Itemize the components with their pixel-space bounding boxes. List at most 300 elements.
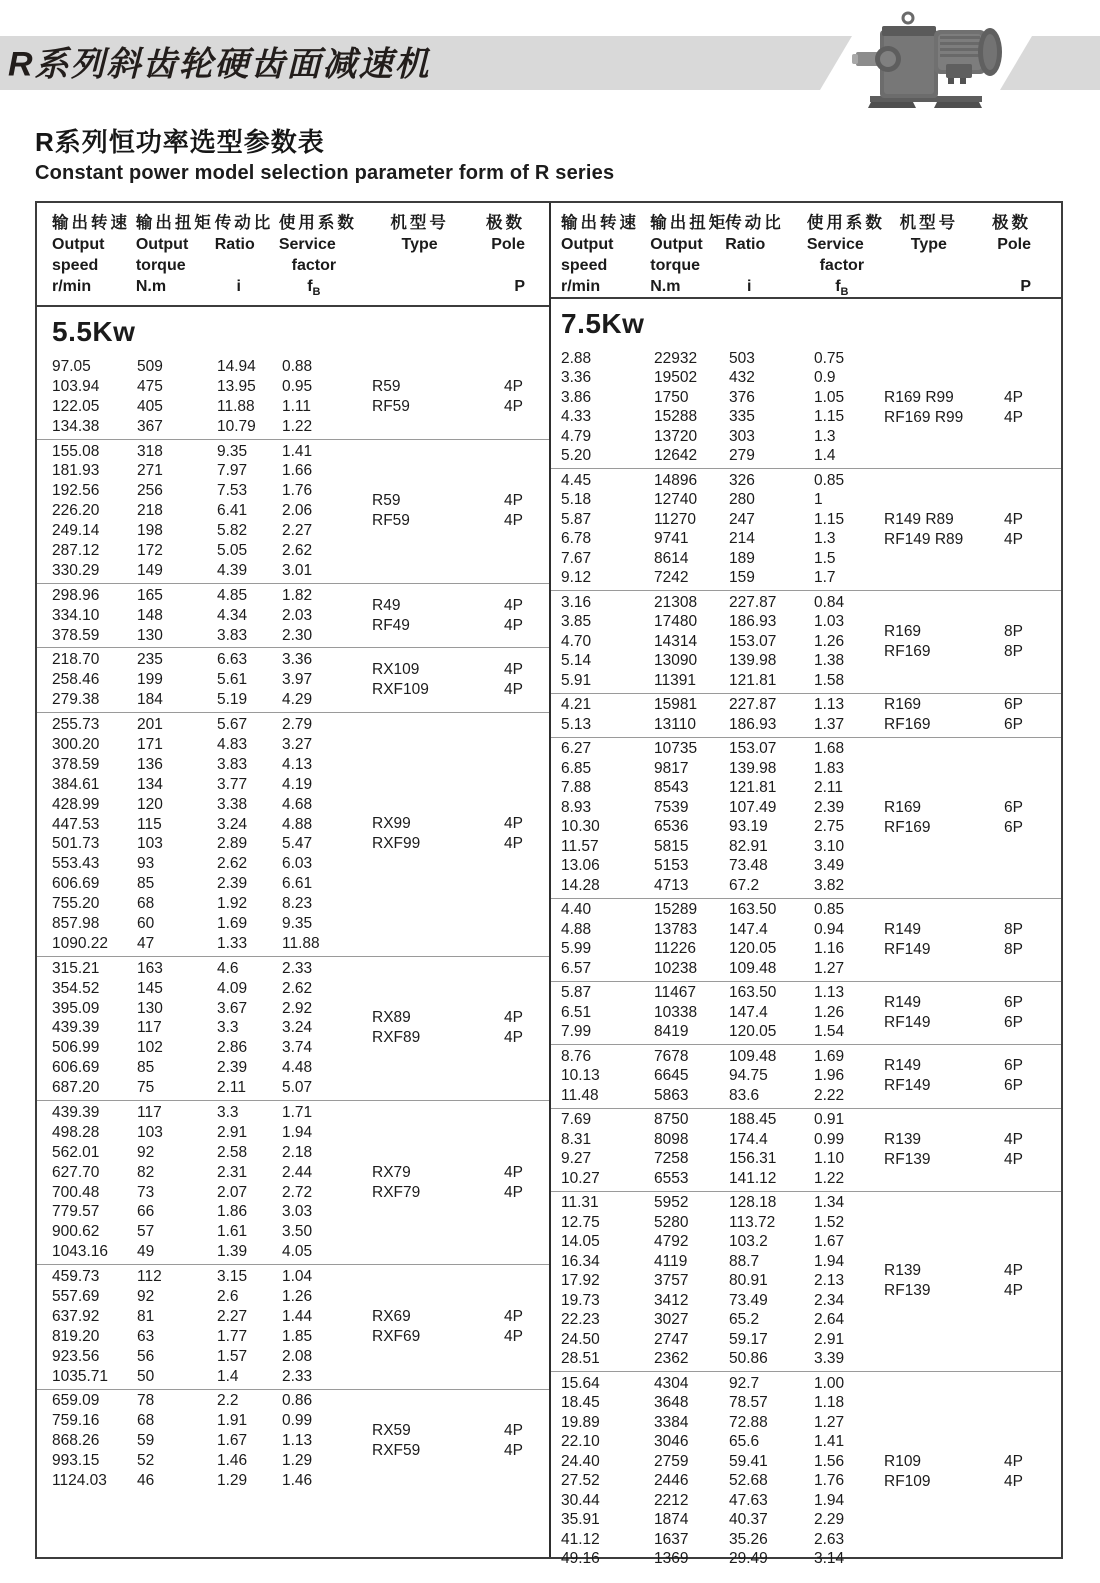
- pole-value: 4P: [504, 1442, 523, 1460]
- type-value: RF109: [884, 1472, 931, 1490]
- header-output-speed: 输出转速 Output speed r/min: [561, 214, 639, 295]
- ratio-cell: 4.85: [217, 586, 248, 604]
- output-torque-cell: 2362: [654, 1350, 689, 1368]
- type-pole-row: [884, 1130, 1023, 1150]
- type-value: RF49: [372, 616, 410, 634]
- service-factor-cell: 1.26: [282, 1288, 313, 1306]
- ratio-cell: 303: [729, 427, 755, 445]
- service-factor-cell: 1.27: [814, 959, 845, 977]
- output-speed-cell: 459.73: [52, 1268, 100, 1286]
- output-torque-cell: 235: [137, 651, 163, 669]
- type-pole-block: [884, 591, 1023, 693]
- ratio-cell: 2.2: [217, 1392, 239, 1410]
- model-group: [37, 1264, 549, 1388]
- type-value: RF139: [884, 1150, 931, 1168]
- service-factor-cell: 1.94: [814, 1252, 845, 1270]
- model-group: [551, 693, 1061, 737]
- output-torque-cell: 271: [137, 462, 163, 480]
- service-factor-cell: 2.11: [814, 779, 844, 797]
- output-torque-cell: 4304: [654, 1374, 689, 1392]
- output-speed-cell: 5.14: [561, 652, 592, 670]
- output-torque-cell: 3046: [654, 1433, 689, 1451]
- type-pole-row: [372, 1183, 523, 1203]
- type-value: RX79: [372, 1163, 411, 1181]
- service-factor-cell: 3.27: [282, 735, 313, 753]
- output-torque-cell: 1637: [654, 1530, 689, 1548]
- output-torque-cell: 73: [137, 1183, 155, 1201]
- type-value: R59: [372, 492, 401, 510]
- output-torque-cell: 11467: [654, 984, 696, 1002]
- service-factor-cell: 3.03: [282, 1203, 313, 1221]
- ratio-cell: 13.95: [217, 377, 256, 395]
- service-factor-cell: 0.88: [282, 357, 313, 375]
- pole-value: 4P: [504, 681, 523, 699]
- type-pole-row: [884, 1150, 1023, 1170]
- ratio-cell: 88.7: [729, 1252, 760, 1270]
- output-speed-cell: 155.08: [52, 442, 100, 460]
- service-factor-cell: 2.22: [814, 1086, 845, 1104]
- output-torque-cell: 9817: [654, 759, 689, 777]
- output-torque-cell: 256: [137, 482, 163, 500]
- service-factor-cell: 0.95: [282, 377, 313, 395]
- type-value: R169: [884, 798, 922, 816]
- type-pole-row: [884, 1281, 1023, 1301]
- service-factor-cell: 4.05: [282, 1243, 313, 1261]
- output-torque-cell: 75: [137, 1079, 155, 1097]
- service-factor-cell: 1.11: [282, 397, 312, 415]
- output-speed-cell: 3.16: [561, 593, 592, 611]
- type-pole-block: [884, 1372, 1023, 1571]
- type-pole-row: [372, 1421, 523, 1441]
- pole-value: 4P: [504, 1009, 523, 1027]
- type-pole-row: [884, 798, 1023, 818]
- banner-title: R系列斜齿轮硬齿面减速机: [8, 45, 431, 84]
- service-factor-cell: 1.44: [282, 1307, 313, 1325]
- output-speed-cell: 22.10: [561, 1433, 600, 1451]
- pole-value: 4P: [1004, 1282, 1023, 1300]
- type-value: R149: [884, 1057, 922, 1075]
- table-header: [551, 203, 1061, 299]
- type-pole-row: [372, 511, 523, 531]
- ratio-cell: 128.18: [729, 1194, 777, 1212]
- output-speed-cell: 562.01: [52, 1143, 100, 1161]
- service-factor-cell: 8.23: [282, 895, 313, 913]
- ratio-cell: 14.94: [217, 357, 256, 375]
- parameter-table: [35, 201, 1063, 1568]
- output-torque-cell: 92: [137, 1288, 155, 1306]
- ratio-cell: 121.81: [729, 671, 777, 689]
- output-torque-cell: 136: [137, 755, 163, 773]
- ratio-cell: 59.17: [729, 1330, 768, 1348]
- type-value: RX99: [372, 815, 411, 833]
- ratio-cell: 1.29: [217, 1472, 248, 1490]
- output-speed-cell: 6.78: [561, 530, 592, 548]
- type-pole-row: [372, 491, 523, 511]
- ratio-cell: 78.57: [729, 1394, 768, 1412]
- output-speed-cell: 35.91: [561, 1511, 600, 1529]
- type-value: RX59: [372, 1422, 411, 1440]
- type-pole-row: [884, 1056, 1023, 1076]
- output-speed-cell: 868.26: [52, 1432, 100, 1450]
- service-factor-cell: 0.91: [814, 1111, 845, 1129]
- type-value: R169 R99: [884, 388, 954, 406]
- ratio-cell: 174.4: [729, 1130, 768, 1148]
- ratio-cell: 103.2: [729, 1233, 768, 1251]
- output-torque-cell: 475: [137, 377, 163, 395]
- type-value: RF149: [884, 1013, 931, 1031]
- output-speed-cell: 606.69: [52, 1059, 100, 1077]
- service-factor-cell: 2.30: [282, 626, 313, 644]
- section-body-5-5kw: [37, 307, 549, 1557]
- ratio-cell: 153.07: [729, 632, 777, 650]
- service-factor-cell: 1.15: [814, 510, 845, 528]
- ratio-cell: 72.88: [729, 1413, 768, 1431]
- output-torque-cell: 130: [137, 999, 163, 1017]
- output-speed-cell: 4.70: [561, 632, 592, 650]
- output-speed-cell: 315.21: [52, 959, 100, 977]
- service-factor-cell: 1.94: [282, 1123, 313, 1141]
- output-speed-cell: 41.12: [561, 1530, 600, 1548]
- output-torque-cell: 47: [137, 934, 155, 952]
- type-value: R149: [884, 993, 922, 1011]
- output-speed-cell: 9.12: [561, 569, 592, 587]
- output-torque-cell: 22932: [654, 349, 698, 367]
- type-pole-row: [372, 660, 523, 680]
- output-speed-cell: 993.15: [52, 1452, 100, 1470]
- output-speed-cell: 181.93: [52, 462, 100, 480]
- output-torque-cell: 85: [137, 1059, 155, 1077]
- output-speed-cell: 7.69: [561, 1111, 592, 1129]
- type-pole-row: [372, 397, 523, 417]
- output-speed-cell: 378.59: [52, 755, 100, 773]
- service-factor-cell: 6.61: [282, 875, 313, 893]
- service-factor-cell: 1.5: [814, 549, 836, 567]
- output-torque-cell: 85: [137, 875, 155, 893]
- output-torque-cell: 318: [137, 442, 163, 460]
- type-pole-row: [884, 1472, 1023, 1492]
- service-factor-cell: 1.29: [282, 1452, 313, 1470]
- output-torque-cell: 15289: [654, 901, 698, 919]
- type-pole-block: [884, 982, 1023, 1045]
- output-torque-cell: 11226: [654, 940, 696, 958]
- ratio-cell: 1.77: [217, 1327, 248, 1345]
- output-torque-cell: 4792: [654, 1233, 689, 1251]
- output-speed-cell: 606.69: [52, 875, 100, 893]
- ratio-cell: 7.53: [217, 482, 248, 500]
- type-value: RF149: [884, 940, 931, 958]
- ratio-cell: 335: [729, 408, 755, 426]
- service-factor-cell: 4.19: [282, 775, 313, 793]
- header-pole: 极数 Pole P: [992, 214, 1031, 295]
- output-torque-cell: 7678: [654, 1047, 689, 1065]
- ratio-cell: 163.50: [729, 901, 777, 919]
- output-torque-cell: 148: [137, 606, 163, 624]
- output-speed-cell: 249.14: [52, 522, 100, 540]
- ratio-cell: 376: [729, 388, 755, 406]
- pole-value: 4P: [504, 1327, 523, 1345]
- output-speed-cell: 819.20: [52, 1327, 100, 1345]
- type-pole-block: [372, 1265, 523, 1388]
- power-heading: 5.5Kw: [52, 316, 136, 347]
- service-factor-cell: 2.91: [814, 1330, 845, 1348]
- output-torque-cell: 201: [137, 716, 163, 734]
- ratio-cell: 186.93: [729, 715, 777, 733]
- section-body-7-5kw: [551, 299, 1061, 1571]
- output-speed-cell: 553.43: [52, 855, 100, 873]
- ratio-cell: 3.77: [217, 775, 248, 793]
- output-speed-cell: 11.57: [561, 837, 599, 855]
- output-speed-cell: 19.89: [561, 1413, 600, 1431]
- output-speed-cell: 6.27: [561, 740, 592, 758]
- service-factor-cell: 4.68: [282, 795, 313, 813]
- service-factor-cell: 1.13: [814, 984, 845, 1002]
- output-speed-cell: 12.75: [561, 1213, 600, 1231]
- output-speed-cell: 298.96: [52, 586, 100, 604]
- ratio-cell: 59.41: [729, 1452, 768, 1470]
- type-pole-block: [372, 584, 523, 648]
- output-speed-cell: 10.30: [561, 818, 600, 836]
- service-factor-cell: 2.62: [282, 541, 313, 559]
- output-torque-cell: 52: [137, 1452, 155, 1470]
- header-service-factor: 使用系数 Service factor $f_B$: [278, 214, 357, 299]
- output-speed-cell: 8.76: [561, 1047, 592, 1065]
- type-pole-block: [372, 957, 523, 1100]
- output-speed-cell: 18.45: [561, 1394, 600, 1412]
- header-pole: 极数 Pole P: [486, 214, 525, 295]
- output-speed-cell: 103.94: [52, 377, 100, 395]
- output-speed-cell: 7.67: [561, 549, 592, 567]
- service-factor-cell: 0.86: [282, 1392, 313, 1410]
- header-output-torque: 输出扭矩 Output torque N.m: [650, 214, 729, 295]
- output-torque-cell: 5863: [654, 1086, 689, 1104]
- ratio-cell: 147.4: [729, 1003, 768, 1021]
- ratio-cell: 29.49: [729, 1550, 768, 1568]
- type-value: R149 R89: [884, 510, 954, 528]
- service-factor-cell: 6.03: [282, 855, 313, 873]
- ratio-cell: 4.09: [217, 979, 248, 997]
- model-group: [37, 1389, 549, 1493]
- ratio-cell: 186.93: [729, 613, 777, 631]
- output-speed-cell: 4.88: [561, 920, 592, 938]
- model-group: [37, 712, 549, 956]
- ratio-cell: 113.72: [729, 1213, 776, 1231]
- output-torque-cell: 57: [137, 1223, 155, 1241]
- output-torque-cell: 165: [137, 586, 163, 604]
- service-factor-cell: 1.03: [814, 613, 845, 631]
- service-factor-cell: 1.3: [814, 427, 836, 445]
- pole-value: 6P: [1004, 798, 1023, 816]
- type-value: R49: [372, 596, 401, 614]
- ratio-cell: 1.69: [217, 914, 248, 932]
- output-speed-cell: 779.57: [52, 1203, 100, 1221]
- service-factor-cell: 2.34: [814, 1291, 845, 1309]
- service-factor-cell: 1.7: [814, 569, 836, 587]
- type-pole-row: [884, 818, 1023, 838]
- output-torque-cell: 21308: [654, 593, 698, 611]
- ratio-cell: 2.62: [217, 855, 248, 873]
- type-pole-block: [372, 1390, 523, 1493]
- output-torque-cell: 117: [137, 1019, 162, 1037]
- ratio-cell: 120.05: [729, 1023, 777, 1041]
- type-value: RX109: [372, 661, 420, 679]
- output-speed-cell: 8.93: [561, 798, 592, 816]
- service-factor-cell: 1.15: [814, 408, 845, 426]
- ratio-cell: 3.3: [217, 1019, 239, 1037]
- pole-value: 6P: [1004, 818, 1023, 836]
- type-pole-row: [884, 510, 1023, 530]
- output-speed-cell: 5.18: [561, 491, 592, 509]
- type-pole-row: [372, 814, 523, 834]
- output-torque-cell: 163: [137, 959, 163, 977]
- pole-value: 4P: [504, 377, 523, 395]
- ratio-cell: 2.58: [217, 1143, 248, 1161]
- service-factor-cell: 2.18: [282, 1143, 313, 1161]
- ratio-cell: 4.83: [217, 735, 248, 753]
- output-torque-cell: 78: [137, 1392, 155, 1410]
- header-type: 机型号 Type: [899, 214, 959, 253]
- output-speed-cell: 2.88: [561, 349, 592, 367]
- ratio-cell: 141.12: [729, 1169, 777, 1187]
- ratio-cell: 7.97: [217, 462, 248, 480]
- ratio-cell: 1.33: [217, 934, 248, 952]
- output-torque-cell: 171: [137, 735, 163, 753]
- service-factor-cell: 1.71: [282, 1104, 313, 1121]
- model-group: [37, 956, 549, 1100]
- output-speed-cell: 22.23: [561, 1311, 600, 1329]
- ratio-cell: 1.39: [217, 1243, 248, 1261]
- type-value: RF59: [372, 512, 410, 530]
- output-torque-cell: 117: [137, 1104, 162, 1121]
- output-torque-cell: 46: [137, 1472, 155, 1490]
- pole-value: 4P: [1004, 1150, 1023, 1168]
- ratio-cell: 247: [729, 510, 755, 528]
- output-torque-cell: 3412: [654, 1291, 689, 1309]
- type-pole-row: [372, 1327, 523, 1347]
- output-speed-cell: 14.05: [561, 1233, 600, 1251]
- type-pole-block: [884, 694, 1023, 737]
- output-torque-cell: 49: [137, 1243, 155, 1261]
- output-torque-cell: 172: [137, 541, 163, 559]
- output-speed-cell: 14.28: [561, 876, 600, 894]
- output-speed-cell: 354.52: [52, 979, 100, 997]
- pole-value: 4P: [504, 815, 523, 833]
- output-speed-cell: 10.13: [561, 1067, 600, 1085]
- type-pole-row: [884, 388, 1023, 408]
- ratio-cell: 3.83: [217, 626, 248, 644]
- ratio-cell: 40.37: [729, 1511, 768, 1529]
- service-factor-cell: 1.13: [814, 696, 845, 714]
- output-speed-cell: 857.98: [52, 914, 100, 932]
- ratio-cell: 10.79: [217, 417, 256, 435]
- ratio-cell: 432: [729, 369, 755, 387]
- header-output-torque: 输出扭矩 Output torque N.m: [135, 214, 214, 295]
- output-torque-cell: 6553: [654, 1169, 689, 1187]
- type-pole-block: [884, 899, 1023, 981]
- type-value: R149: [884, 920, 922, 938]
- ratio-cell: 227.87: [729, 696, 777, 714]
- output-torque-cell: 66: [137, 1203, 155, 1221]
- service-factor-cell: 1.38: [814, 652, 845, 670]
- output-torque-cell: 81: [137, 1307, 155, 1325]
- ratio-cell: 2.27: [217, 1307, 248, 1325]
- pole-value: 4P: [1004, 408, 1023, 426]
- output-torque-cell: 68: [137, 895, 155, 913]
- type-pole-row: [372, 1163, 523, 1183]
- service-factor-cell: 1.04: [282, 1268, 313, 1286]
- output-speed-cell: 5.87: [561, 984, 592, 1002]
- output-speed-cell: 557.69: [52, 1288, 100, 1306]
- service-factor-cell: 1.69: [814, 1047, 845, 1065]
- output-speed-cell: 1035.71: [52, 1367, 109, 1385]
- output-torque-cell: 405: [137, 397, 163, 415]
- power-heading: 7.5Kw: [561, 308, 645, 339]
- output-torque-cell: 149: [137, 561, 163, 579]
- pole-value: 4P: [504, 1307, 523, 1325]
- output-torque-cell: 6645: [654, 1067, 689, 1085]
- model-group: [551, 1191, 1061, 1372]
- output-torque-cell: 3027: [654, 1311, 689, 1329]
- ratio-cell: 279: [729, 447, 755, 465]
- service-factor-cell: 1.94: [814, 1491, 845, 1509]
- output-torque-cell: 4713: [654, 876, 689, 894]
- ratio-cell: 214: [729, 530, 755, 548]
- output-torque-cell: 13720: [654, 427, 698, 445]
- ratio-cell: 1.86: [217, 1203, 248, 1221]
- output-speed-cell: 1090.22: [52, 934, 109, 952]
- ratio-cell: 3.15: [217, 1268, 248, 1286]
- type-pole-row: [372, 1307, 523, 1327]
- service-factor-cell: 2.64: [814, 1311, 845, 1329]
- header-service-factor: 使用系数 Service factor $f_B$: [806, 214, 885, 299]
- type-pole-row: [884, 1013, 1023, 1033]
- service-factor-cell: 1.52: [814, 1213, 845, 1231]
- service-factor-cell: 1.10: [814, 1150, 845, 1168]
- pole-value: 4P: [504, 1422, 523, 1440]
- output-speed-cell: 15.64: [561, 1374, 600, 1392]
- service-factor-cell: 1.56: [814, 1452, 845, 1470]
- ratio-cell: 120.05: [729, 940, 777, 958]
- model-group: [551, 1044, 1061, 1108]
- ratio-cell: 280: [729, 491, 755, 509]
- output-speed-cell: 498.28: [52, 1123, 100, 1141]
- output-speed-cell: 6.51: [561, 1003, 592, 1021]
- service-factor-cell: 2.08: [282, 1347, 313, 1365]
- service-factor-cell: 11.88: [282, 934, 320, 952]
- output-speed-cell: 506.99: [52, 1039, 100, 1057]
- service-factor-cell: 2.03: [282, 606, 313, 624]
- ratio-cell: 188.45: [729, 1111, 777, 1129]
- output-torque-cell: 3757: [654, 1272, 689, 1290]
- service-factor-cell: 4.13: [282, 755, 313, 773]
- output-speed-cell: 627.70: [52, 1163, 100, 1181]
- type-pole-row: [372, 596, 523, 616]
- service-factor-cell: 1.41: [814, 1433, 845, 1451]
- pole-value: 8P: [1004, 920, 1023, 938]
- ratio-cell: 2.31: [217, 1163, 248, 1181]
- type-pole-block: [372, 648, 523, 712]
- output-speed-cell: 192.56: [52, 482, 100, 500]
- service-factor-cell: 2.13: [814, 1272, 845, 1290]
- service-factor-cell: 3.74: [282, 1039, 313, 1057]
- service-factor-cell: 2.29: [814, 1511, 845, 1529]
- model-group: [551, 468, 1061, 590]
- pole-value: 4P: [504, 512, 523, 530]
- output-torque-cell: 134: [137, 775, 163, 793]
- type-pole-row: [884, 715, 1023, 735]
- output-speed-cell: 287.12: [52, 541, 100, 559]
- service-factor-cell: 2.62: [282, 979, 313, 997]
- ratio-cell: 2.39: [217, 875, 248, 893]
